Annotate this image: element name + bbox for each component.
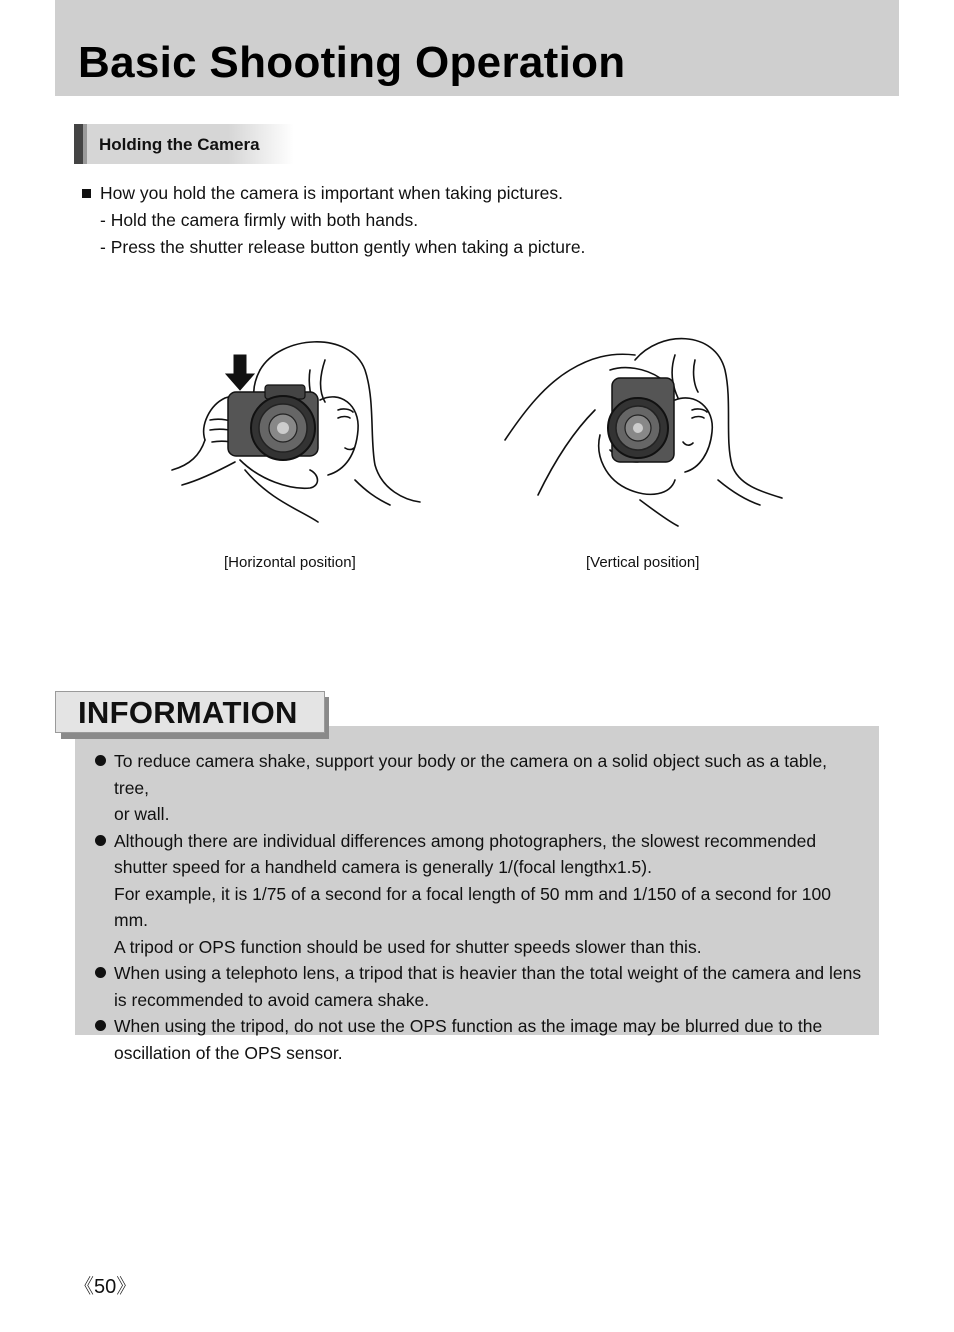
information-heading: INFORMATION xyxy=(78,695,298,730)
intro-bullets xyxy=(82,180,585,261)
information-line: Although there are individual differences among photographers, the slowest recommended xyxy=(114,830,817,851)
information-list xyxy=(94,748,866,1066)
page-title: Basic Shooting Operation xyxy=(78,38,626,87)
title-bar xyxy=(55,0,899,96)
round-bullet-icon xyxy=(95,1020,106,1031)
information-line: To reduce camera shake, support your body or the camera on a solid object such as a table, tree, xyxy=(114,751,828,798)
page-number: 《50》 xyxy=(74,1276,137,1298)
round-bullet-icon xyxy=(95,835,106,846)
intro-main-bullet xyxy=(82,180,585,207)
information-line: or wall. xyxy=(114,804,170,824)
section-header-bar xyxy=(74,124,83,164)
section-header-bar-light xyxy=(83,124,87,164)
intro-sub-item: - Hold the camera firmly with both hands. xyxy=(100,210,419,230)
information-item xyxy=(94,828,866,961)
caption-horizontal: [Horizontal position] xyxy=(224,554,356,571)
information-tab xyxy=(55,691,325,733)
intro-main-text: How you hold the camera is important when taking pictures. xyxy=(100,183,564,203)
person-holding-camera-vertical-icon xyxy=(500,330,790,530)
intro-sub-item: - Press the shutter release button gently when taking a picture. xyxy=(100,237,586,257)
information-line: When using a telephoto lens, a tripod that is heavier than the total weight of the camera and lens xyxy=(114,963,862,983)
section-header xyxy=(74,124,294,164)
square-bullet-icon xyxy=(82,189,91,198)
person-holding-camera-horizontal-icon xyxy=(160,330,430,530)
information-line: is recommended to avoid camera shake. xyxy=(114,989,430,1010)
information-line: When using the tripod, do not use the OPS function as the image may be blurred due to the xyxy=(114,1016,823,1036)
information-item xyxy=(94,960,866,1013)
information-line: A tripod or OPS function should be used for shutter speeds slower than this. xyxy=(114,936,702,957)
section-title: Holding the Camera xyxy=(99,135,260,154)
information-line: oscillation of the OPS sensor. xyxy=(114,1042,343,1063)
information-line: shutter speed for a handheld camera is generally 1/(focal lengthx1.5). xyxy=(114,857,652,877)
information-item xyxy=(94,748,866,828)
information-line: For example, it is 1/75 of a second for a focal length of 50 mm and 1/150 of a second for 100 mm. xyxy=(114,883,831,930)
information-item xyxy=(94,1013,866,1066)
caption-vertical: [Vertical position] xyxy=(586,554,700,571)
round-bullet-icon xyxy=(95,755,106,766)
round-bullet-icon xyxy=(95,967,106,978)
